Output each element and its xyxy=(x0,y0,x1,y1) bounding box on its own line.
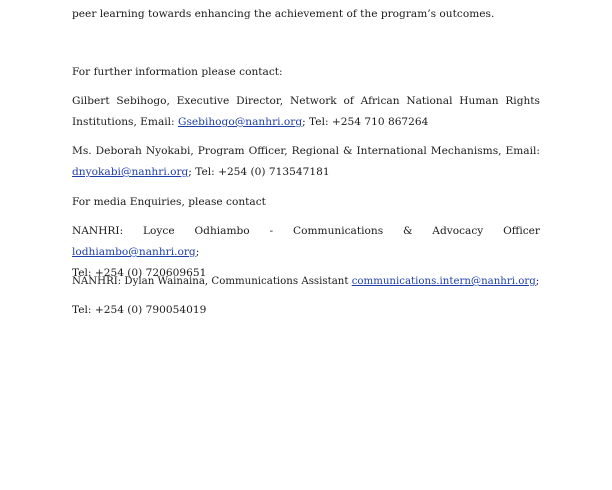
contact-deborah xyxy=(72,141,540,183)
media-loyce-tel: Tel: +254 (0) 720609651 xyxy=(72,267,207,279)
media-dylan-tel: Tel: +254 (0) 790054019 xyxy=(72,304,207,316)
media-dylan-line1 xyxy=(72,271,540,292)
intro-tail xyxy=(72,4,540,25)
contact-deborah-title: Ms. Deborah Nyokabi, Program Officer, Regional & International Mechanisms, xyxy=(72,145,502,157)
gilbert-email-link[interactable]: Gsebihogo@nanhri.org xyxy=(178,116,303,128)
media-dylan-title: NANHRI: Dylan Wainaina, Communications Assistant xyxy=(72,276,352,287)
deborah-email-link[interactable]: dnyokabi@nanhri.org xyxy=(72,166,189,178)
loyce-email-link[interactable]: lodhiambo@nanhri.org xyxy=(72,246,196,258)
media-heading xyxy=(72,192,540,213)
contact-deborah-line1 xyxy=(72,141,540,162)
media-dylan-semicolon: ; xyxy=(535,276,540,287)
media-heading-text: For media Enquiries, please contact xyxy=(72,196,266,208)
media-loyce-semicolon: ; xyxy=(195,246,200,258)
contact-gilbert xyxy=(72,91,540,133)
contact-deborah-email-label: Email: xyxy=(505,145,540,157)
contact-gilbert-line2 xyxy=(72,112,540,133)
media-loyce-line1 xyxy=(72,221,540,263)
contact-heading-text: For further information please contact: xyxy=(72,66,283,78)
media-dylan xyxy=(72,271,540,292)
contact-gilbert-tel: ; Tel: +254 710 867264 xyxy=(302,116,429,128)
dylan-email-link[interactable]: communications.intern@nanhri.org xyxy=(351,276,536,287)
contact-deborah-tel: ; Tel: +254 (0) 713547181 xyxy=(188,166,330,178)
media-loyce-title: NANHRI: Loyce Odhiambo - Communications & Advocacy Officer xyxy=(72,225,540,237)
contact-heading xyxy=(72,62,540,83)
contact-gilbert-line1: Gilbert Sebihogo, Executive Director, Network of African National Human Rights xyxy=(72,95,540,107)
intro-tail-text: peer learning towards enhancing the achievement of the program’s outcomes. xyxy=(72,8,495,20)
media-dylan-tel-para xyxy=(72,300,540,321)
contact-deborah-line2 xyxy=(72,162,540,183)
contact-gilbert-email-label: Institutions, Email: xyxy=(72,116,178,128)
